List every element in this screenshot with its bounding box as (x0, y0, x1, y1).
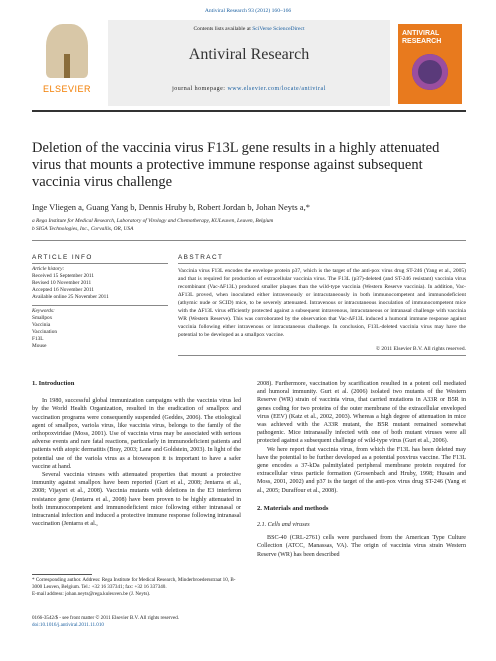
affiliation-b: b SIGA Technologies, Inc., Corvallis, OR, USA (32, 226, 134, 232)
header-divider (32, 240, 466, 241)
keyword: Mouse (32, 343, 47, 349)
affiliations (32, 217, 466, 233)
body-paragraph: In 1980, successful global immunization campaigns with the vaccinia virus led by the World Health Organization, resulted in the eradication of smallpox and vaccination programs were consequently suspended (Geddes, 2006). The etiological agent of smallpox, variola virus, like vaccinia virus, belongs to the family of the orthopoxviridae (Moss, 2001). Use of vaccinia virus may be associated with serious adverse events and rare fatal reactions, particularly in immunodeficient patients and patients with atopic dermatitis (Bray, 2003; Lane and Goldstein, 2003). In light of the potential use of the variola virus as a bioweapon it is important to have a safer vaccine at hand. (32, 398, 241, 470)
affiliation-a: a Rega Institute for Medical Research, Laboratory of Virology and Chemotherapy, KULeuven, Leuven, Belgium (32, 218, 274, 224)
history-accepted: Accepted 16 November 2011 (32, 287, 95, 293)
body-paragraph: 2008). Furthermore, vaccination by scarification resulted in a potent cell mediated and humoral immunity. Gurt et al. (2006) isolated two mutants of the Western Reserve (WR) strain of vaccinia virus, that carried mutations in A33R or B5R in genes coding for two proteins of the outer membrane of the extracellular enveloped virus (EEV) (Katz et al., 2002, 2003). Whereas a high degree of attenuation in mice was achieved with the A33R mutant, the B5R mutant remained somewhat pathogenic. Mice intranasally infected with one of both mutant viruses were all protected against a subsequent challenge of wild-type virus (Gurt et al., 2006). (257, 381, 466, 445)
keywords-label: Keywords: (32, 308, 55, 314)
cover-virus-image (412, 54, 448, 90)
copyright-line: © 2011 Elsevier B.V. All rights reserved. (375, 346, 466, 352)
keywords-block (32, 308, 168, 350)
keyword: Vaccination (32, 329, 58, 335)
elsevier-logo[interactable] (32, 20, 102, 106)
running-head: Antiviral Research 93 (2012) 160–166 (204, 8, 292, 14)
publisher-logo-text: ELSEVIER (42, 84, 92, 94)
body-column-right (257, 380, 466, 559)
article-history (32, 266, 168, 301)
masthead-rule (32, 110, 466, 112)
abstract-bottom-rule (178, 355, 466, 356)
article-info-heading: ARTICLE INFO (32, 254, 93, 261)
abstract-heading: ABSTRACT (178, 254, 224, 261)
corresponding-author-footnote (32, 577, 241, 598)
tree-icon (46, 24, 88, 78)
journal-masthead (32, 20, 466, 106)
abstract-text: Vaccinia virus F13L encodes the envelope protein p37, which is the target of the anti-pox virus drug ST-246 (Yang et al., 2005) and that is required for production of extracellular vaccinia virus. The F13L (p37)-deleted (and ST-246 resistant) vaccinia virus recombinant (Vac-ΔF13L) produced smaller plaques than the wild-type vaccinia (Western Reserve vaccinia). In addition, Vac-ΔF13L proved, when inoculated either intravenously or intracutaneously in both immunocompetent and immunodeficient (athymic nude or SCID) mice, to be severely attenuated. Intravenous or intracutaneous inoculation of immunocompetent mice with the ΔF13L virus efficiently protected against a subsequent intravenous, intracutaneous or intranasal challenge with vaccinia WR (Western Reserve). This was corroborated by the observation that Vac-ΔF13L induced a humoral immune response against vaccinia following either intravenous or intracutaneous challenge. In conclusion, F13L-deleted vaccinia virus may have the potential to be developed as a smallpox vaccine. (178, 268, 466, 338)
corresponding-address: * Corresponding author. Address: Rega Institute for Medical Research, Minderbroedersstraat 10, B-3000 Leuven, Belgium. Tel.: +32 16 337341; fax: +32 16 337340. (32, 577, 236, 590)
sciencedirect-link[interactable]: SciVerse ScienceDirect (252, 26, 305, 32)
doi-link[interactable]: doi:10.1016/j.antiviral.2011.11.010 (32, 622, 104, 628)
page-footer (32, 615, 241, 629)
author-email[interactable]: E-mail address: johan.neyts@rega.kuleuven.be (J. Neyts). (32, 591, 151, 597)
journal-banner (108, 20, 390, 106)
keywords-rule (32, 305, 168, 306)
journal-title: Antiviral Research (188, 46, 310, 63)
methods-heading: 2. Materials and methods (257, 504, 329, 512)
history-revised: Revised 10 November 2011 (32, 280, 92, 286)
keyword: Smallpox (32, 315, 53, 321)
article-info-rule (32, 263, 168, 264)
history-label: Article history: (32, 266, 65, 272)
contents-prefix: Contents lists available at (193, 26, 251, 32)
journal-cover[interactable] (398, 24, 462, 104)
methods-subheading: 2.1. Cells and viruses (257, 522, 310, 529)
journal-homepage (108, 86, 390, 92)
history-received: Received 15 September 2011 (32, 273, 95, 279)
homepage-prefix: journal homepage: (172, 86, 226, 92)
body-column-left (32, 380, 241, 528)
cover-title: ANTIVIRAL RESEARCH (402, 30, 442, 45)
issn-line: 0166-3542/$ - see front matter © 2011 Elsevier B.V. All rights reserved. (32, 615, 180, 621)
footnote-rule (32, 574, 92, 575)
body-paragraph: BSC-40 (CRL-2761) cells were purchased from the American Type Culture Collection (ATCC, Manassas, VA). The origin of vaccinia virus strain Western Reserve (WR) has been described (257, 535, 466, 558)
body-paragraph: We here report that vaccinia virus, from which the F13L has been deleted may have the potential to be further developed as a potential poxvirus vaccine. The F13L gene encodes a 37-kDa palmitylated peripheral membrane protein required for extracellular virus particle formation (Grosenbach and Hruby, 1998; Husain and Moss, 2001, 2002) and p37 is the target of the anti-pox virus drug ST-246 (Yang et al., 2005; Duraffour et al., 2008). (257, 446, 466, 494)
contents-line (108, 26, 390, 32)
homepage-link[interactable]: www.elsevier.com/locate/antiviral (227, 86, 326, 92)
keyword: F13L (32, 336, 44, 342)
abstract-rule (178, 263, 466, 264)
body-paragraph: Several vaccinia viruses with attenuated properties that mount a protective immunity against smallpox have been reported (Gurt et al., 2008; Jentarra et al., 2008; Vijaysri et al., 2008). Vaccinia mutants with deletions in the E3 interferon resistance gene (Jentarra et al., 2008) have been proven to be highly attenuated in both immunocompetent and immunodeficient mice following either intranasal or intracranial infection and induced a protective immune response following intranasal vaccination (Jentarra et al., (32, 472, 241, 528)
keyword: Vaccinia (32, 322, 51, 328)
author-list: Inge Vliegen a, Guang Yang b, Dennis Hruby b, Robert Jordan b, Johan Neyts a,* (32, 202, 310, 212)
history-online: Available online 25 November 2011 (32, 294, 109, 300)
introduction-heading: 1. Introduction (32, 380, 75, 387)
article-title: Deletion of the vaccinia virus F13L gene results in a highly attenuated virus that mounts a protective immune response against subsequent vaccinia virus challenge (32, 140, 440, 190)
